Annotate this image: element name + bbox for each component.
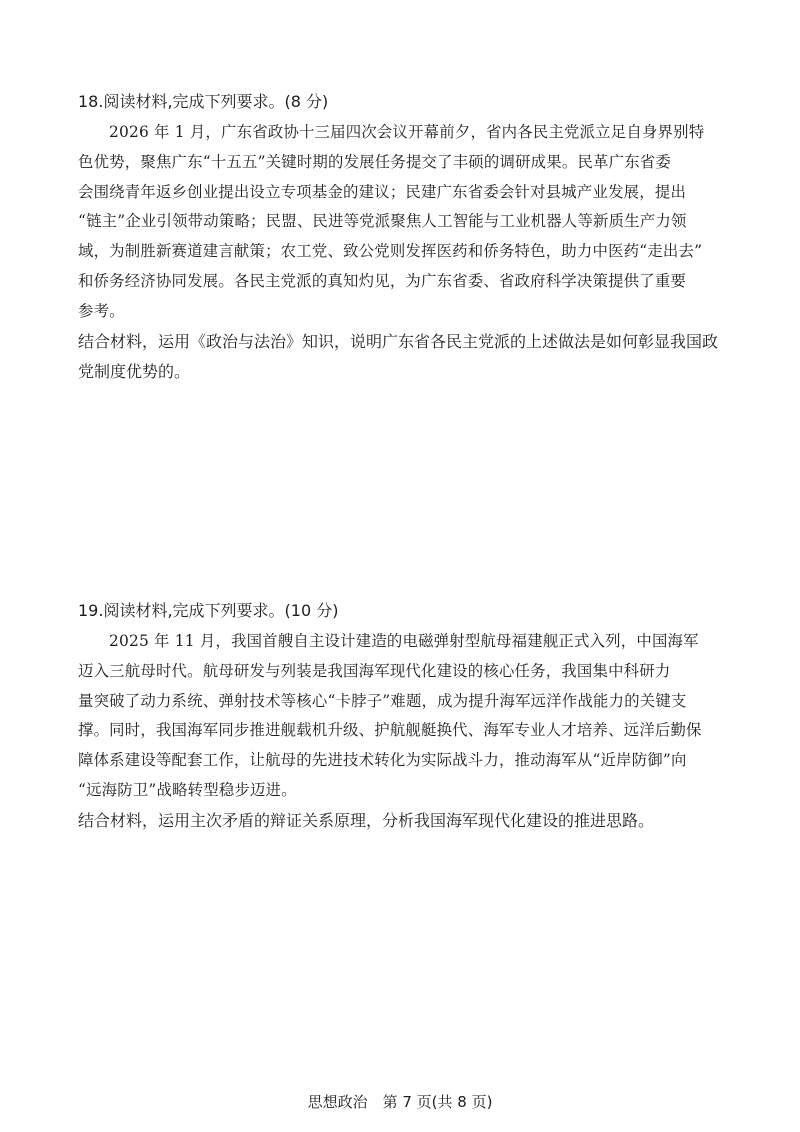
prompt-line: 结合材料，运用主次矛盾的辩证关系原理，分析我国海军现代化建设的推进思路。 [78,810,655,830]
material-line: 障体系建设等配套工作，让航母的先进技术转化为实际战斗力，推动海军从“近岸防御”向 [78,751,687,770]
question-19-prompt [78,806,718,836]
page-footer: 思想政治 第 7 页(共 8 页) [307,1093,493,1111]
material-line: “远海防卫”战略转型稳步迈进。 [78,780,297,799]
material-line: 迈入三航母时代。航母研发与列装是我国海军现代化建设的核心任务，我国集中科研力 [78,661,671,680]
material-line: 2025 年 11 月，我国首艘自主设计建造的电磁弹射型航母福建舰正式入列，中国海军 [109,632,699,650]
prompt-line: 结合材料，运用《政治与法治》知识，说明广东省各民主党派的上述做法是如何彰显我国政 [78,331,719,351]
question-18 [78,86,718,387]
material-line: 和侨务经济协同发展。各民主党派的真知灼见，为广东省委、省政府科学决策提供了重要 [78,271,687,290]
material-line: 会围绕青年返乡创业提出设立专项基金的建议；民建广东省委会针对县城产业发展，提出 [78,182,687,201]
question-18-material [78,118,718,327]
material-line: 撑。同时，我国海军同步推进舰载机升级、护航舰艇换代、海军专业人才培养、远洋后勤保 [78,721,702,740]
material-line: 色优势，聚焦广东“十五五”关键时期的发展任务提交了丰硕的调研成果。民革广东省委 [78,152,671,171]
material-line: 参考。 [78,301,125,320]
question-19-header: 19.阅读材料,完成下列要求。(10 分) [78,601,339,620]
question-18-prompt [78,327,718,387]
question-18-header: 18.阅读材料,完成下列要求。(8 分) [78,92,329,111]
material-line: 量突破了动力系统、弹射技术等核心“卡脖子”难题，成为提升海军远洋作战能力的关键支 [78,691,687,710]
question-19 [78,595,718,836]
material-line: “链主”企业引领带动策略；民盟、民进等党派聚焦人工智能与工业机器人等新质生产力领 [78,212,687,231]
prompt-line: 党制度优势的。 [78,361,191,381]
material-line: 2026 年 1 月，广东省政协十三届四次会议开幕前夕，省内各民主党派立足自身界别特 [109,123,705,141]
question-19-material [78,627,718,806]
material-line: 域，为制胜新赛道建言献策；农工党、致公党则发挥医药和侨务特色，助力中医药“走出去” [78,242,703,261]
